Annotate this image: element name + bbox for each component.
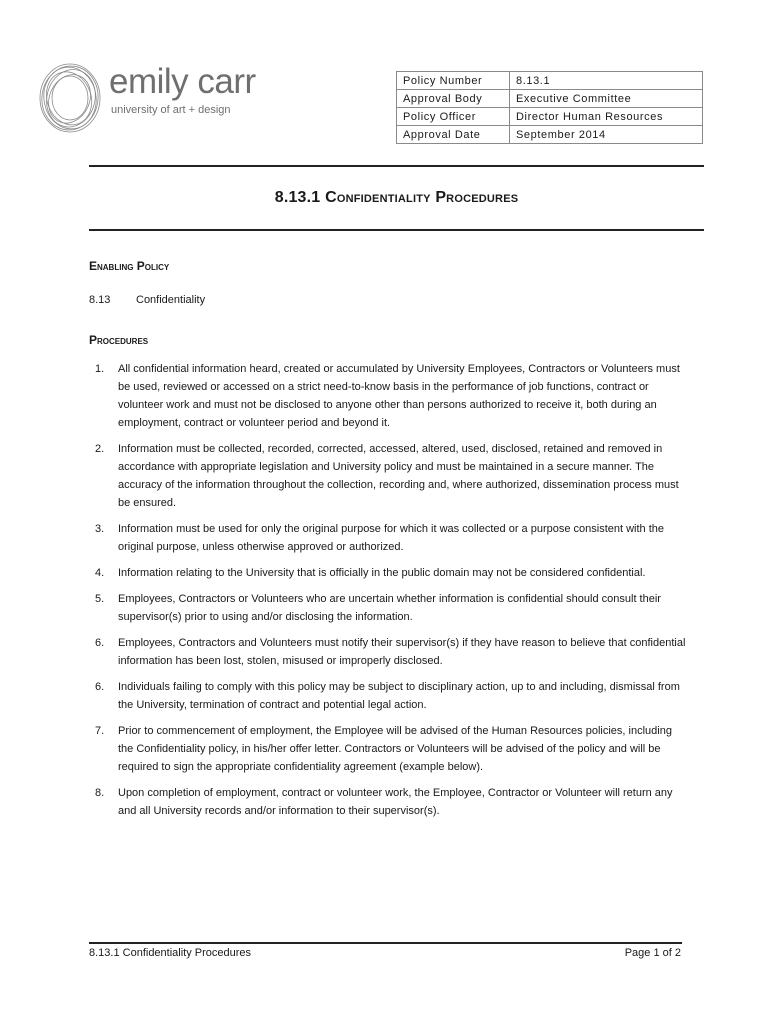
divider [89,165,704,167]
list-item [89,590,689,626]
item-text: All confidential information heard, created or accumulated by University Employees, Contractors or Volunteers must be used, reviewed or accessed on a strict need-to-know basis in the performance of job functions, contract or volunteer work and must not be disclosed to anyone other than persons authorized to receive it, both during an employment, contract or volunteer period and beyond it. [118,363,680,429]
list-item [89,784,689,820]
meta-value: Director Human Resources [510,108,703,126]
title-number: 8.13.1 [274,189,321,206]
item-number: 6. [95,681,105,693]
meta-value: September 2014 [510,126,703,144]
item-text: Individuals failing to comply with this policy may be subject to disciplinary action, up to and including, dismissal from the University, termination of contract and potential legal action. [118,681,680,711]
item-number: 1. [95,363,105,375]
item-text: Prior to commencement of employment, the Employee will be advised of the Human Resources policies, including the Confidentiality policy, in his/her offer letter. Contractors or Volunteers will be advised of the policy and will be required to sign the appropriate confidentiality agreement (example below). [118,725,672,773]
table-row [397,90,703,108]
enabling-policy-entry [89,294,205,306]
list-item [89,440,689,512]
meta-label: Approval Date [397,126,510,144]
policy-meta-table [396,71,703,144]
item-text: Employees, Contractors or Volunteers who are uncertain whether information is confidential should consult their supervisor(s) prior to using and/or disclosing the information. [118,593,661,623]
table-row [397,72,703,90]
list-item [89,360,689,432]
enabling-policy-number: 8.13 [89,294,111,306]
item-number: 4. [95,567,105,579]
item-text: Information relating to the University that is officially in the public domain may not be considered confidential. [118,567,646,579]
logo-ring-icon [36,58,106,138]
meta-label: Policy Number [397,72,510,90]
item-text: Information must be used for only the original purpose for which it was collected or a purpose consistent with the original purpose, unless otherwise approved or authorized. [118,523,665,553]
item-text: Employees, Contractors and Volunteers must notify their supervisor(s) if they have reason to believe that confidential information has been lost, stolen, misused or improperly disclosed. [118,637,686,667]
item-number: 3. [95,523,105,535]
enabling-policy-heading: Enabling Policy [89,259,170,273]
list-item [89,722,689,776]
item-number: 2. [95,443,105,455]
footer-divider [89,942,682,944]
procedures-heading: Procedures [89,333,149,347]
meta-label: Policy Officer [397,108,510,126]
logo-wordmark: emily carr [109,62,256,101]
table-row [397,108,703,126]
logo-subtitle: university of art + design [111,104,231,116]
meta-value: 8.13.1 [510,72,703,90]
list-item [89,564,689,582]
enabling-policy-name: Confidentiality [136,294,206,306]
item-number: 7. [95,725,105,737]
item-number: 5. [95,593,105,605]
footer-page-number: Page 1 of 2 [624,947,681,959]
divider [89,229,704,231]
item-text: Upon completion of employment, contract or volunteer work, the Employee, Contractor or Volunteer will return any and all University records and/or information to their supervisor(s). [118,787,673,817]
list-item [89,678,689,714]
footer-document-name: 8.13.1 Confidentiality Procedures [89,947,252,959]
list-item [89,520,689,556]
list-item [89,634,689,670]
item-number: 8. [95,787,105,799]
title-text: Confidentiality Procedures [325,189,519,206]
procedures-list [89,360,689,828]
page-title [89,189,704,207]
university-logo [36,58,276,138]
meta-value: Executive Committee [510,90,703,108]
meta-label: Approval Body [397,90,510,108]
item-text: Information must be collected, recorded, corrected, accessed, altered, used, disclosed, retained and removed in accordance with appropriate legislation and University policy and must be maintained in a secure manner. The accuracy of the information throughout the collection, recording and, where authorized, dissemination process must be ensured. [118,443,679,509]
table-row [397,126,703,144]
item-number: 6. [95,637,105,649]
